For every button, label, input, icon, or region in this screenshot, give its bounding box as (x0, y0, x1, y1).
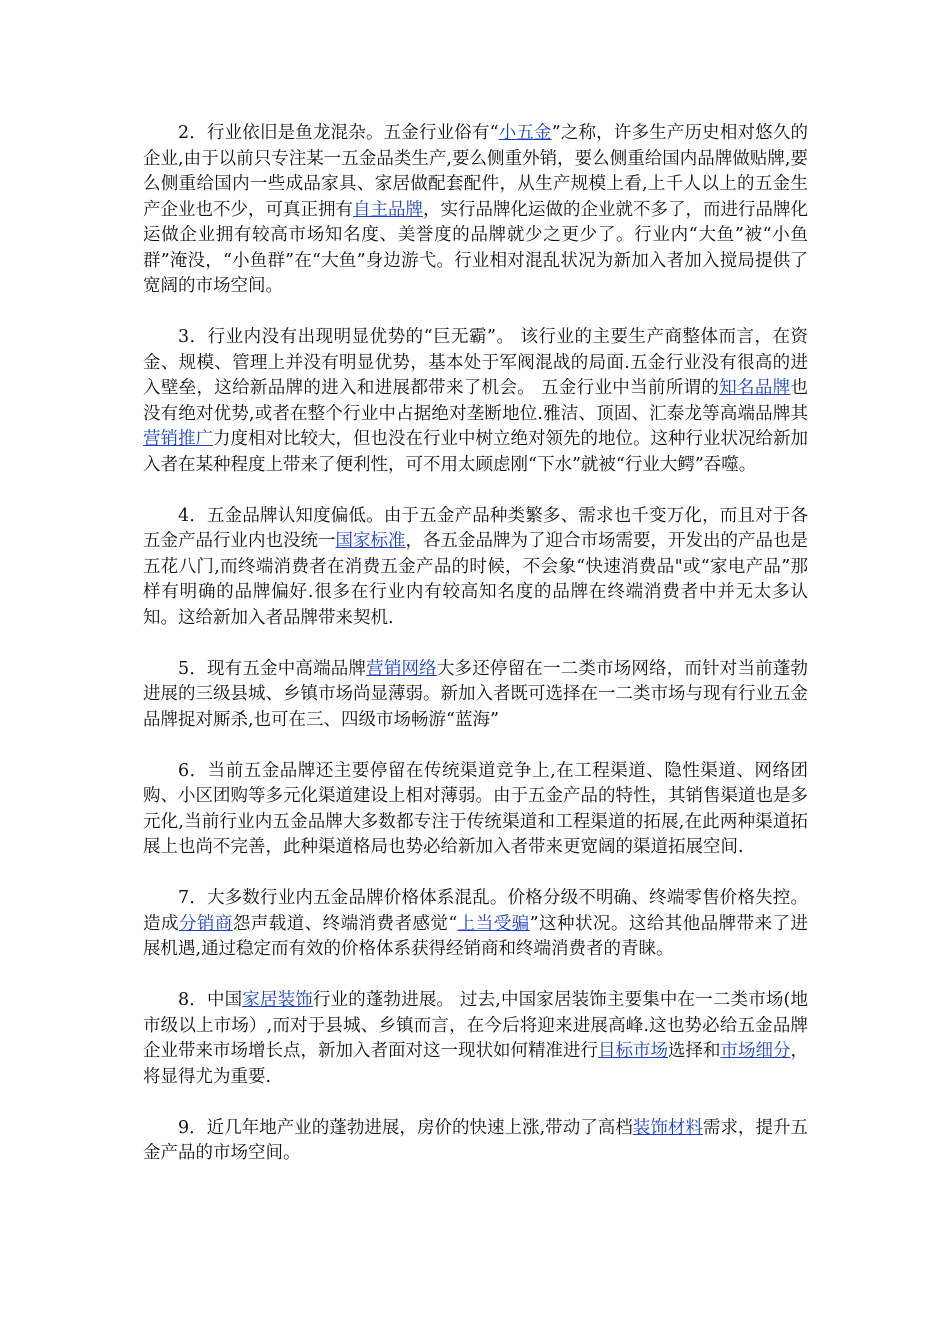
paragraph-text: 力度相对比较大，但也没在行业中树立绝对领先的地位。这种行业状况给新加入者在某种程度上带来了便利性，可不用太顾虑刚“下水”就被“行业大鳄”吞噬。 (143, 429, 808, 475)
paragraph-text: 9．近几年地产业的蓬勃进展，房价的快速上涨,带动了高档 (178, 1117, 633, 1138)
paragraph-text: ，将显得尤为重要. (143, 1041, 808, 1087)
paragraph-text: 3．行业内没有出现明显优势的“巨无霸”。 该行业的主要生产商整体而言，在资金、规模、管理上并没有明显优势，基本处于军阀混战的局面.五金行业没有很高的进入壁垒，这给新品牌的进入和进展都带来了机会。 五金行业中当前所谓的 (143, 327, 808, 398)
paragraph-6 (143, 759, 808, 861)
hyperlink[interactable]: 营销网络 (366, 658, 437, 679)
hyperlink[interactable]: 目标市场 (598, 1041, 668, 1061)
hyperlink[interactable]: 分销商 (178, 913, 233, 934)
paragraph-text: ”这种状况。这给其他品牌带来了进展机遇,通过稳定而有效的价格体系获得经销商和终端消费者的青睐。 (143, 913, 809, 959)
paragraph-text: 需求，提升五金产品的市场空间。 (143, 1117, 809, 1163)
paragraph-text: 行业的蓬勃进展。 过去,中国家居装饰主要集中在一二类市场(地市级以上市场）,而对于县城、乡镇而言，在今后将迎来进展高峰.这也势必给五金品牌企业带来市场增长点，新加入者面对这一现状如何精准进行 (143, 990, 809, 1061)
hyperlink[interactable]: 上当受骗 (457, 913, 530, 934)
hyperlink[interactable]: 家居装饰 (242, 990, 313, 1010)
hyperlink[interactable]: 装饰材料 (632, 1117, 703, 1138)
paragraph-text: 7．大多数行业内五金品牌价格体系混乱。价格分级不明确、终端零售价格失控。造成 (143, 888, 808, 934)
paragraph-text: 2．行业依旧是鱼龙混杂。五金行业俗有“ (178, 123, 499, 143)
paragraph-text: 怨声载道、终端消费者感觉“ (232, 913, 458, 934)
paragraph-text: 8．中国 (178, 990, 243, 1010)
paragraph-5 (143, 657, 808, 734)
paragraph-text: ”之称，许多生产历史相对悠久的企业,由于以前只专注某一五金品类生产,要么侧重外销，要么侧重给国内品牌做贴牌,要么侧重给国内一些成品家具、家居做配套配件，从生产规模上看,上千人以上的五金生产企业也不少，可真正拥有 (143, 123, 808, 220)
paragraph-3 (143, 325, 808, 478)
hyperlink[interactable]: 知名品牌 (719, 378, 791, 398)
hyperlink[interactable]: 小五金 (498, 123, 552, 143)
hyperlink[interactable]: 自主品牌 (353, 199, 423, 220)
paragraph-8 (143, 988, 808, 1090)
paragraph-2 (143, 121, 808, 300)
hyperlink[interactable]: 市场细分 (720, 1041, 791, 1061)
paragraph-text: 6．当前五金品牌还主要停留在传统渠道竞争上,在工程渠道、隐性渠道、网络团购、小区团购等多元化渠道建设上相对薄弱。由于五金产品的特性，其销售渠道也是多元化,当前行业内五金品牌大多数都专注于传统渠道和工程渠道的拓展,在此两种渠道拓展上也尚不完善，此种渠道格局也势必给新加入者带来更宽阔的渠道拓展空间. (143, 760, 808, 857)
document-body (143, 121, 808, 1167)
paragraph-text: 5．现有五金中高端品牌 (178, 658, 367, 679)
paragraph-text: ，各五金品牌为了迎合市场需要，开发出的产品也是五花八门,而终端消费者在消费五金产品的时候，不会象“快速消费品"或“家电产品”那样有明确的品牌偏好.很多在行业内有较高知名度的品牌在终端消费者中并无太多认知。这给新加入者品牌带来契机. (143, 531, 808, 628)
paragraph-9 (143, 1116, 808, 1167)
paragraph-text: ，实行品牌化运做的企业就不多了，而进行品牌化运做企业拥有较高市场知名度、美誉度的品牌就少之更少了。行业内“大鱼”被“小鱼群”淹没，“小鱼群”在“大鱼”身边游弋。行业相对混乱状况为新加入者加入搅局提供了宽阔的市场空间。 (143, 199, 808, 296)
paragraph-4 (143, 504, 808, 632)
hyperlink[interactable]: 国家标准 (335, 531, 406, 551)
paragraph-text: 4．五金品牌认知度偏低。由于五金产品种类繁多、需求也千变万化，而且对于各五金产品行业内也没统一 (143, 505, 808, 551)
paragraph-7 (143, 886, 808, 963)
paragraph-text: 也没有绝对优势,或者在整个行业中占据绝对垄断地位.雅洁、顶固、汇泰龙等高端品牌其 (143, 378, 809, 424)
paragraph-text: 选择和 (668, 1041, 721, 1061)
hyperlink[interactable]: 营销推广 (143, 429, 213, 449)
paragraph-text: 大多还停留在一二类市场网络，而针对当前蓬勃进展的三级县城、乡镇市场尚显薄弱。新加入者既可选择在一二类市场与现有行业五金品牌捉对厮杀,也可在三、四级市场畅游“蓝海” (143, 658, 809, 730)
